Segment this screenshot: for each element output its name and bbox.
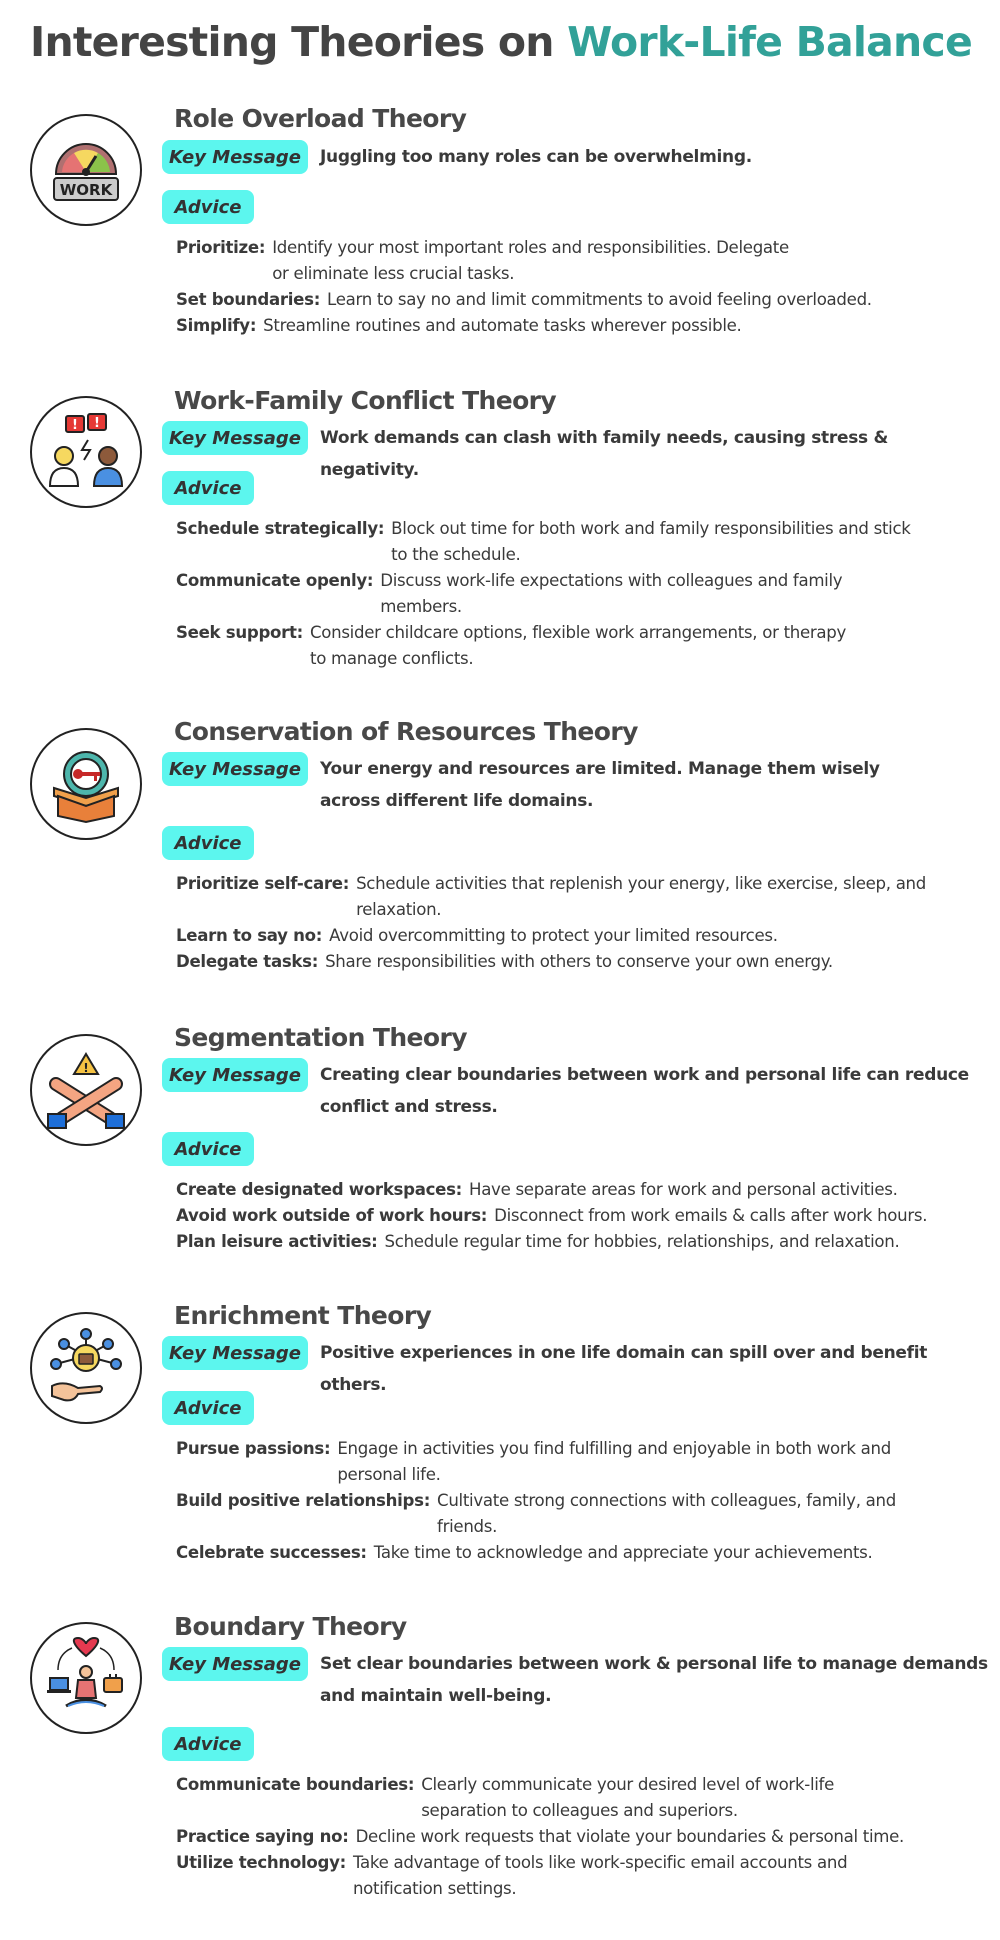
- advice-list: [176, 1772, 996, 1902]
- advice-item: [176, 1824, 996, 1850]
- advice-text: Clearly communicate your desired level of work-life separation to colleagues and superiors.: [421, 1775, 835, 1820]
- advice-list: [176, 1177, 996, 1255]
- advice-text: Engage in activities you find fulfilling and enjoyable in both work and personal life.: [337, 1439, 891, 1484]
- resources-box-gear-icon: [30, 728, 142, 840]
- key-message-badge: Key Message: [162, 1647, 308, 1681]
- key-message-badge: Key Message: [162, 140, 308, 174]
- people-conflict-icon: [30, 396, 142, 508]
- advice-label: Pursue passions:: [176, 1439, 331, 1458]
- advice-text: Have separate areas for work and personal activities.: [469, 1180, 898, 1199]
- advice-text: Share responsibilities with others to conserve your own energy.: [325, 952, 833, 971]
- advice-text: Take advantage of tools like work-specific email accounts and notification settings.: [352, 1853, 848, 1898]
- advice-label: Build positive relationships:: [176, 1491, 431, 1510]
- advice-list: [176, 235, 996, 339]
- advice-label: Avoid work outside of work hours:: [176, 1206, 488, 1225]
- advice-text: Disconnect from work emails & calls after work hours.: [494, 1206, 928, 1225]
- advice-label: Communicate boundaries:: [176, 1775, 415, 1794]
- advice-label: Learn to say no:: [176, 926, 323, 945]
- key-message-text: Creating clear boundaries between work and personal life can reduce conflict and stress.: [320, 1065, 969, 1117]
- advice-item: [176, 1203, 996, 1229]
- key-message-text: Work demands can clash with family needs, causing stress & negativity.: [320, 428, 888, 480]
- svg-text:!: !: [83, 1061, 89, 1075]
- advice-item: [176, 620, 996, 672]
- section-title: Role Overload Theory: [174, 104, 467, 133]
- svg-text:!: !: [72, 418, 78, 433]
- advice-label: Seek support:: [176, 623, 303, 642]
- section-title: Conservation of Resources Theory: [174, 717, 638, 746]
- title-prefix: Interesting Theories on: [30, 18, 554, 66]
- advice-badge: Advice: [162, 1132, 254, 1166]
- advice-text: Block out time for both work and family responsibilities and stick to the schedule.: [391, 519, 911, 564]
- crossed-arms-warning-icon: [30, 1034, 142, 1146]
- advice-label: Plan leisure activities:: [176, 1232, 378, 1251]
- advice-text: Identify your most important roles and responsibilities. Delegate or eliminate less crucial tasks.: [272, 238, 789, 283]
- advice-label: Set boundaries:: [176, 290, 321, 309]
- advice-label: Prioritize self-care:: [176, 874, 350, 893]
- advice-text: Schedule regular time for hobbies, relationships, and relaxation.: [384, 1232, 900, 1251]
- advice-list: [176, 516, 996, 672]
- advice-item: [176, 1436, 996, 1488]
- section-title: Enrichment Theory: [174, 1301, 432, 1330]
- advice-badge: Advice: [162, 826, 254, 860]
- key-message-text: Juggling too many roles can be overwhelming.: [320, 147, 752, 167]
- advice-item: [176, 235, 996, 287]
- advice-item: [176, 516, 996, 568]
- advice-label: Schedule strategically:: [176, 519, 385, 538]
- advice-label: Delegate tasks:: [176, 952, 319, 971]
- advice-text: Decline work requests that violate your boundaries & personal time.: [355, 1827, 905, 1846]
- advice-list: [176, 871, 996, 975]
- advice-list: [176, 1436, 996, 1566]
- advice-text: Schedule activities that replenish your energy, like exercise, sleep, and relaxation.: [356, 874, 927, 919]
- work-overload-gauge-icon: [30, 114, 142, 226]
- meditation-balance-icon: [30, 1622, 142, 1734]
- section-title: Boundary Theory: [174, 1612, 407, 1641]
- advice-badge: Advice: [162, 471, 254, 505]
- advice-item: [176, 1488, 996, 1540]
- key-message-badge: Key Message: [162, 752, 308, 786]
- advice-text: Streamline routines and automate tasks wherever possible.: [263, 316, 742, 335]
- page-title: [30, 18, 972, 66]
- advice-label: Celebrate successes:: [176, 1543, 367, 1562]
- advice-text: Learn to say no and limit commitments to avoid feeling overloaded.: [327, 290, 872, 309]
- section-title: Segmentation Theory: [174, 1023, 467, 1052]
- advice-badge: Advice: [162, 190, 254, 224]
- svg-text:!: !: [94, 416, 100, 431]
- advice-item: [176, 568, 996, 620]
- advice-text: Discuss work-life expectations with colleagues and family members.: [380, 571, 843, 616]
- advice-label: Communicate openly:: [176, 571, 374, 590]
- advice-item: [176, 313, 996, 339]
- advice-text: Take time to acknowledge and appreciate your achievements.: [373, 1543, 873, 1562]
- advice-text: Avoid overcommitting to protect your limited resources.: [329, 926, 778, 945]
- advice-item: [176, 1229, 996, 1255]
- svg-text:WORK: WORK: [59, 181, 113, 199]
- key-message-text: Set clear boundaries between work & personal life to manage demands and maintain well-being.: [320, 1654, 988, 1706]
- advice-item: [176, 1850, 996, 1902]
- advice-item: [176, 923, 996, 949]
- key-message-badge: Key Message: [162, 421, 308, 455]
- advice-item: [176, 949, 996, 975]
- advice-item: [176, 1772, 996, 1824]
- advice-item: [176, 871, 996, 923]
- advice-text: Cultivate strong connections with colleagues, family, and friends.: [437, 1491, 896, 1536]
- advice-label: Utilize technology:: [176, 1853, 346, 1872]
- hand-network-briefcase-icon: [30, 1312, 142, 1424]
- key-message-badge: Key Message: [162, 1058, 308, 1092]
- advice-label: Create designated workspaces:: [176, 1180, 463, 1199]
- advice-label: Prioritize:: [176, 238, 266, 257]
- advice-item: [176, 287, 996, 313]
- advice-item: [176, 1177, 996, 1203]
- advice-badge: Advice: [162, 1727, 254, 1761]
- title-accent: Work-Life Balance: [567, 18, 972, 66]
- advice-text: Consider childcare options, flexible work arrangements, or therapy to manage conflicts.: [309, 623, 847, 668]
- advice-label: Practice saying no:: [176, 1827, 349, 1846]
- section-title: Work-Family Conflict Theory: [174, 386, 557, 415]
- advice-badge: Advice: [162, 1391, 254, 1425]
- key-message-text: Your energy and resources are limited. Manage them wisely across different life domains.: [320, 759, 880, 811]
- advice-item: [176, 1540, 996, 1566]
- advice-label: Simplify:: [176, 316, 257, 335]
- key-message-text: Positive experiences in one life domain can spill over and benefit others.: [320, 1343, 928, 1395]
- key-message-badge: Key Message: [162, 1336, 308, 1370]
